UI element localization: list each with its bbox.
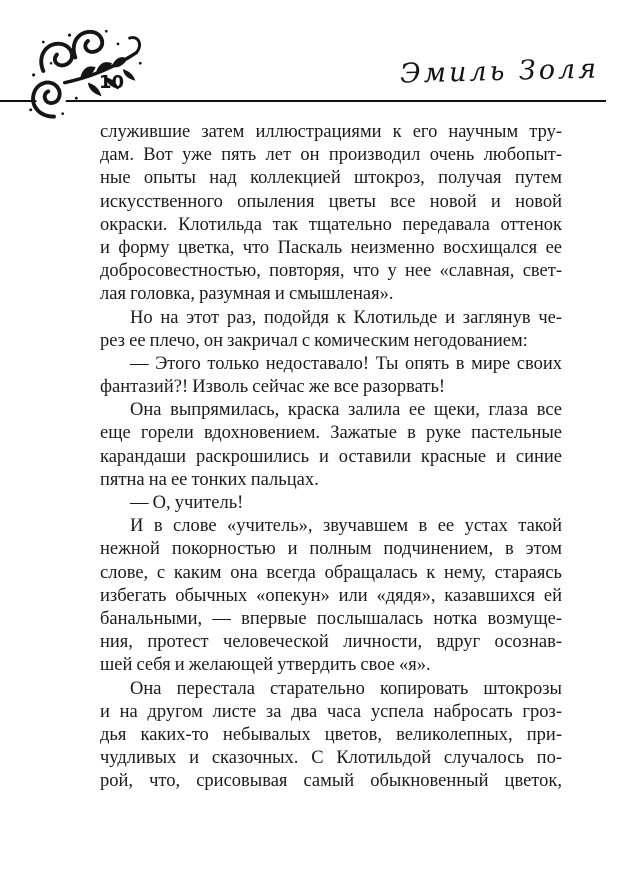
text-line: — О, учитель!	[130, 493, 244, 513]
text-line: нежной покорностью и полным подчинением, в этом	[100, 539, 562, 560]
page-number: 10	[99, 72, 125, 93]
text-line: рез ее плечо, он закричал с комическим негодованием:	[100, 330, 528, 351]
text-line: банальными, — впервые послышалась нотка возмуще-	[100, 608, 562, 629]
text-line: ные опыты над коллекцией штокроз, получая путем	[100, 168, 562, 189]
page-text	[100, 121, 562, 793]
text-line: рой, что, срисовывая самый обыкновенный цветок,	[100, 771, 562, 792]
text-line: карандаши раскрошились и оставили красные и синие	[100, 446, 562, 467]
text-line: дам. Вот уже пять лет он производил очень любопыт-	[100, 145, 562, 166]
text-line: и форму цветка, что Паскаль неизменно восхищался ее	[100, 237, 562, 258]
text-line: ния, протест человеческой личности, вдруг осознав-	[100, 632, 562, 653]
text-line: лая головка, разумная и смышленая».	[100, 284, 394, 305]
text-line: Она выпрямилась, краска залила ее щеки, глаза все	[130, 400, 562, 421]
text-line: избегать обычных «опекун» или «дядя», казавшихся ей	[100, 585, 562, 606]
text-line: слове, с каким она всегда обращалась к нему, стараясь	[100, 562, 562, 583]
text-line: чудливых и сказочных. С Клотильдой случалось по-	[100, 748, 562, 769]
text-line: — Этого только недоставало! Ты опять в мире своих	[130, 353, 562, 374]
text-line: Но на этот раз, подойдя к Клотильде и заглянув че-	[130, 307, 562, 328]
text-line: добросовестностью, повторяя, что у нее «славная, свет-	[100, 261, 562, 282]
text-line: искусственного опыления цветы все новой и новой	[100, 191, 562, 212]
text-line: шей себя и желающей утвердить свое «я».	[100, 655, 431, 676]
text-line: И в слове «учитель», звучавшем в ее устах такой	[130, 516, 562, 537]
text-line: окраски. Клотильда так тщательно передавала оттенок	[100, 214, 562, 235]
text-line: дья каких-то небывалых цветов, великолепных, при-	[100, 724, 562, 745]
text-line: фантазий?! Изволь сейчас же все разорвать!	[100, 377, 446, 398]
author-running-head: Эмиль Золя	[399, 53, 600, 90]
text-line: и на другом листе за два часа успела набросать гроз-	[100, 701, 562, 722]
text-line: пятна на ее тонких пальцах.	[100, 469, 319, 490]
text-line: Она перестала старательно копировать штокрозы	[130, 678, 562, 699]
floral-flourish-icon	[22, 24, 148, 120]
text-line: служившие затем иллюстрациями к его научным тру-	[100, 122, 562, 142]
text-line: еще горели вдохновением. Зажатые в руке пастельные	[100, 423, 562, 444]
